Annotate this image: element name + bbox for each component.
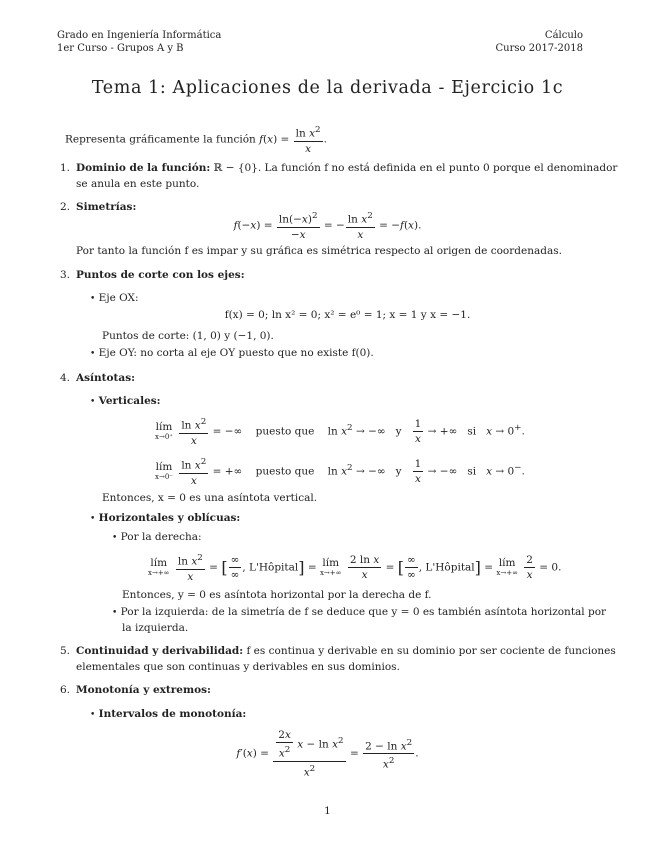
item-4: 4. Asíntotas: [60, 372, 135, 384]
item-5: 5. Continuidad y derivabilidad: f es continua y derivable en su dominio por ser cociente de funciones [60, 645, 616, 657]
header-right [496, 29, 583, 55]
item-5-text-a: f es continua y derivable en su dominio por ser cociente de funciones [246, 645, 616, 657]
right-conclusion: Entonces, y = 0 es asíntota horizontal por la derecha de f. [122, 589, 432, 601]
item-1-heading: Dominio de la función: [76, 162, 211, 174]
item-3: 3. Puntos de corte con los ejes: [60, 269, 245, 281]
intro: Representa gráficamente la función f(x) = $\frac{\ln x^2}{x}$ . [65, 125, 327, 155]
item-3-heading: Puntos de corte con los ejes: [76, 269, 245, 281]
bullet-horizontal: • Horizontales y oblícuas: [90, 512, 241, 524]
derivative-equation: f′(x) = $\frac{2x}{x^2}$ $x - \ln x^2$ $x^2$ = $\frac{2 - \ln x^2}{x^2}$ . [236, 729, 419, 778]
bullet-monotony: • Intervalos de monotonía: [90, 708, 247, 720]
bullet-left: • Por la izquierda: de la simetría de f se deduce que y = 0 es también asíntota horizontal por [112, 606, 607, 618]
bullet-oy: • Eje OY: no corta al eje OY puesto que no existe f(0). [90, 347, 374, 359]
limit-eq-1: lím x→0⁺ $\frac{\ln x^2}{x}$ = −∞ puesto que $\ln x^2$ → −∞ y $\frac{1}{x}$ → +∞ si x → 0+. [155, 417, 525, 447]
item-5-heading: Continuidad y derivabilidad: [76, 645, 244, 657]
cut-points: Puntos de corte: (1, 0) y (−1, 0). [102, 330, 274, 342]
vertical-conclusion: Entonces, x = 0 es una asíntota vertical. [102, 492, 318, 504]
left-text-a: Por la izquierda: de la simetría de f se deduce que y = 0 es también asíntota horizontal por [120, 606, 607, 618]
page-number: 1 [324, 805, 331, 817]
bullet-vertical: • Verticales: [90, 395, 161, 407]
intro-text: Representa gráficamente la función [65, 133, 256, 146]
course-name: Grado en Ingeniería Informática [57, 30, 222, 41]
limit-infinity: lím x→+∞ $\frac{\ln x^2}{x}$ = [ $\frac{\infty}{\infty}$ , L'Hôpital] = lím x→+∞ $\frac{\text{2 ln x}}{x}$ = [ $\frac{\infty}{\infty}$ , L'Hôpital] = lím x→+∞ $\frac{2}{x}$ = 0. [148, 553, 562, 583]
item-6: 6. Monotonía y extremos: [60, 684, 211, 696]
bullet-right: • Por la derecha: [112, 531, 202, 543]
header-left [57, 29, 221, 55]
oy-text: Eje OY: no corta al eje OY puesto que no existe f(0). [98, 347, 374, 359]
horizontal-heading: Horizontales y oblícuas: [98, 512, 241, 524]
item-1-text-a: ℝ − {0}. La función f no está definida en el punto 0 porque el denominador [213, 162, 618, 174]
left-text-b: la izquierda. [122, 622, 189, 634]
symmetry-equation: f(−x) = $\frac{\ln(-x)^2}{-x}$ = − $\frac{\ln x^2}{x}$ = −f(x). [233, 211, 422, 241]
item-2-heading: Simetrías: [76, 201, 137, 213]
ox-label: Eje OX: [98, 292, 139, 304]
course-group: 1er Curso - Grupos A y B [57, 43, 184, 54]
monotony-heading: Intervalos de monotonía: [98, 708, 247, 720]
item-6-heading: Monotonía y extremos: [76, 684, 211, 696]
ox-equation: f(x) = 0; ln x² = 0; x² = e⁰ = 1; x = 1 y x = −1. [224, 309, 471, 321]
right-label: Por la derecha: [120, 531, 202, 543]
item-2-text: Por tanto la función f es impar y su gráfica es simétrica respecto al origen de coordenadas. [76, 245, 562, 257]
limit-eq-2: lím x→0⁻ $\frac{\ln x^2}{x}$ = +∞ puesto que $\ln x^2$ → −∞ y $\frac{1}{x}$ → −∞ si x → 0−. [155, 457, 525, 487]
page-title: Tema 1: Aplicaciones de la derivada - Ejercicio 1c [91, 78, 564, 98]
item-1: 1. Dominio de la función: ℝ − {0}. La función f no está definida en el punto 0 porque el denominador [60, 162, 618, 174]
vertical-heading: Verticales: [98, 395, 161, 407]
item-5-text-b: elementales que son continuas y derivables en sus dominios. [76, 661, 400, 673]
subject-name: Cálculo [544, 30, 583, 41]
item-4-heading: Asíntotas: [76, 372, 135, 384]
academic-year: Curso 2017-2018 [495, 43, 583, 54]
item-1-text-b: se anula en este punto. [76, 178, 200, 190]
item-2: 2. Simetrías: [60, 201, 137, 213]
bullet-ox: • Eje OX: [90, 292, 139, 304]
